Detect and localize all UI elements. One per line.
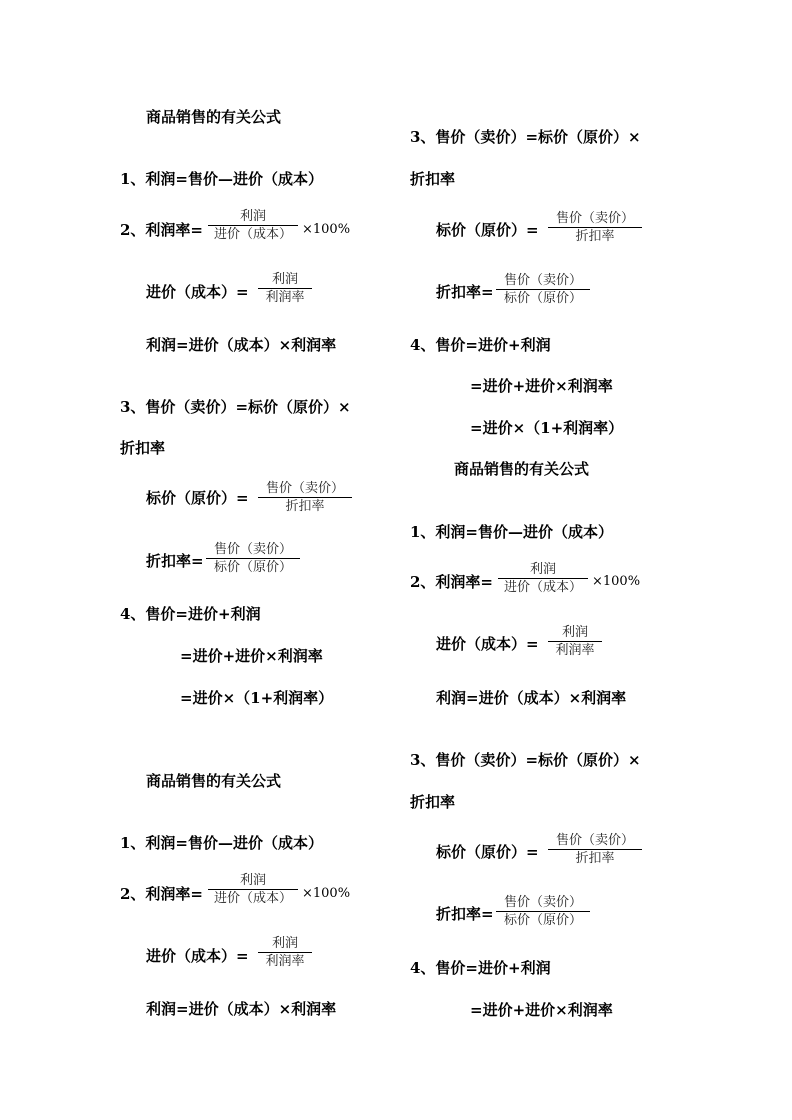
formula-1: 1、利润=售价—进价（成本）	[410, 523, 614, 541]
fraction-denominator: 利润率	[265, 954, 305, 969]
cost-formula-label: 进价（成本）=	[146, 283, 249, 301]
formula-3-line1: 3、售价（卖价）=标价（原价）×	[410, 751, 641, 769]
cost-formula-label: 进价（成本）=	[146, 947, 249, 965]
list-price-fraction	[548, 210, 642, 245]
fraction-denominator: 利润率	[555, 643, 595, 658]
fraction-denominator: 标价（原价）	[213, 560, 292, 575]
profit-rate-fraction	[208, 872, 298, 907]
fraction-numerator: 利润	[258, 935, 312, 953]
percent-suffix: ×100%	[302, 886, 351, 901]
discount-rate-label: 折扣率=	[436, 283, 494, 301]
fraction-denominator: 进价（成本）	[213, 227, 292, 242]
profit-rate-fraction	[208, 208, 298, 243]
cost-fraction	[548, 624, 602, 659]
formula-4-line3: =进价×（1+利润率）	[180, 689, 334, 707]
formula-4-line1: 4、售价=进价+利润	[410, 336, 551, 354]
profit-rate-fraction	[498, 561, 588, 596]
profit-formula: 利润=进价（成本）×利润率	[436, 689, 627, 707]
formula-2-label: 2、利润率=	[120, 885, 204, 903]
formula-4-line1: 4、售价=进价+利润	[410, 959, 551, 977]
percent-suffix: ×100%	[302, 222, 351, 237]
discount-rate-fraction	[496, 894, 590, 929]
fraction-denominator: 折扣率	[575, 851, 615, 866]
fraction-numerator: 利润	[548, 624, 602, 642]
fraction-numerator: 售价（卖价）	[206, 541, 300, 559]
fraction-denominator: 进价（成本）	[503, 580, 582, 595]
list-price-fraction	[258, 480, 352, 515]
fraction-denominator: 标价（原价）	[503, 913, 582, 928]
fraction-numerator: 利润	[258, 271, 312, 289]
formula-4-line3: =进价×（1+利润率）	[470, 419, 624, 437]
formula-2-label: 2、利润率=	[120, 221, 204, 239]
fraction-denominator: 进价（成本）	[213, 891, 292, 906]
fraction-denominator: 标价（原价）	[503, 291, 582, 306]
formula-1: 1、利润=售价—进价（成本）	[120, 170, 324, 188]
list-price-label: 标价（原价）=	[146, 489, 249, 507]
list-price-label: 标价（原价）=	[436, 843, 539, 861]
formula-3-line1: 3、售价（卖价）=标价（原价）×	[410, 128, 641, 146]
cost-fraction	[258, 271, 312, 306]
formula-4-line2: =进价+进价×利润率	[470, 1001, 613, 1019]
formula-3-line2: 折扣率	[120, 439, 166, 457]
formula-4-line2: =进价+进价×利润率	[470, 377, 613, 395]
discount-rate-label: 折扣率=	[146, 552, 204, 570]
formula-1: 1、利润=售价—进价（成本）	[120, 834, 324, 852]
fraction-numerator: 售价（卖价）	[548, 832, 642, 850]
fraction-numerator: 售价（卖价）	[496, 272, 590, 290]
fraction-numerator: 售价（卖价）	[496, 894, 590, 912]
discount-rate-fraction	[206, 541, 300, 576]
fraction-numerator: 利润	[208, 872, 298, 890]
formula-3-line2: 折扣率	[410, 170, 456, 188]
fraction-denominator: 折扣率	[575, 229, 615, 244]
formula-2-label: 2、利润率=	[410, 573, 494, 591]
fraction-denominator: 利润率	[265, 290, 305, 305]
profit-formula: 利润=进价（成本）×利润率	[146, 1000, 337, 1018]
cost-fraction	[258, 935, 312, 970]
formula-4-line1: 4、售价=进价+利润	[120, 605, 261, 623]
percent-suffix: ×100%	[592, 574, 641, 589]
formula-3-line2: 折扣率	[410, 793, 456, 811]
section-title: 商品销售的有关公式	[146, 108, 282, 126]
discount-rate-label: 折扣率=	[436, 905, 494, 923]
formula-3-line1: 3、售价（卖价）=标价（原价）×	[120, 398, 351, 416]
profit-formula: 利润=进价（成本）×利润率	[146, 336, 337, 354]
cost-formula-label: 进价（成本）=	[436, 635, 539, 653]
section-title: 商品销售的有关公式	[146, 772, 282, 790]
fraction-numerator: 利润	[208, 208, 298, 226]
formula-4-line2: =进价+进价×利润率	[180, 647, 323, 665]
fraction-numerator: 售价（卖价）	[548, 210, 642, 228]
fraction-denominator: 折扣率	[285, 499, 325, 514]
list-price-label: 标价（原价）=	[436, 221, 539, 239]
fraction-numerator: 售价（卖价）	[258, 480, 352, 498]
fraction-numerator: 利润	[498, 561, 588, 579]
section-title: 商品销售的有关公式	[454, 460, 590, 478]
list-price-fraction	[548, 832, 642, 867]
discount-rate-fraction	[496, 272, 590, 307]
